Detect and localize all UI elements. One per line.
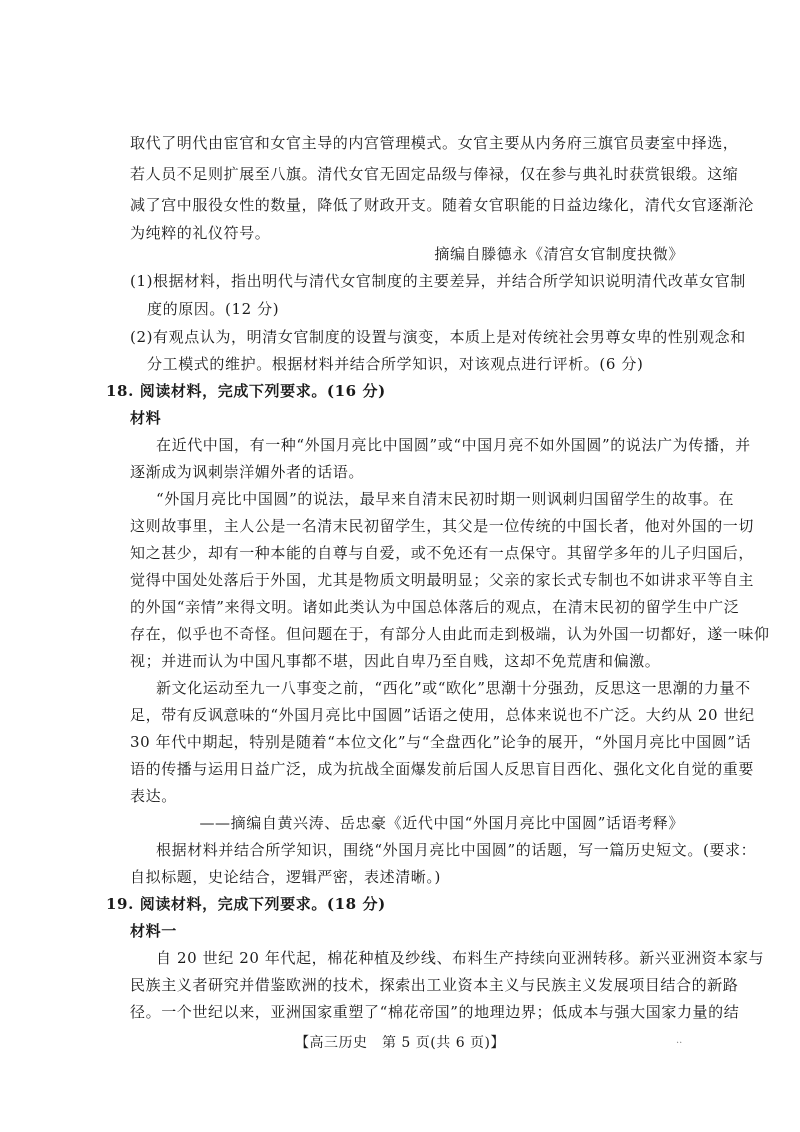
question-18-heading: 18. 阅读材料，完成下列要求。(16 分) [106,382,386,400]
task-line: 根据材料并结合所学知识，围绕“外国月亮比中国圆”的话题，写一篇历史短文。(要求： [156,841,757,859]
intro-line: 减了宫中服役女性的数量，降低了财政开支。随着女官职能的日益边缘化，清代女官逐渐沦 [130,196,755,214]
material-line: 视；并进而认为中国凡事都不堪，因此自卑乃至自贱，这却不免荒唐和偏激。 [130,652,661,670]
material-line: 逐渐成为讽刺崇洋媚外者的话语。 [130,463,365,481]
material-line: 在近代中国，有一种“外国月亮比中国圆”或“中国月亮不如外国圆”的说法广为传播，并 [156,436,751,454]
material-line-19: 民族主义者研究并借鉴欧洲的技术，探索出工业资本主义与民族主义发展项目结合的新路 [130,976,739,994]
corner-mark: ·· [676,1038,683,1049]
material-line: 觉得中国处处落后于外国，尤其是物质文明最明显；父亲的家长式专制也不如讲求平等自主 [130,571,755,589]
material-line: 表达。 [130,787,177,805]
material-line: 存在，似乎也不奇怪。但问题在于，有部分人由此而走到极端，认为外国一切都好，遂一味仰 [130,625,770,643]
task-line: 自拟标题，史论结合，逻辑严密，表述清晰。) [130,868,441,886]
intro-line: 为纯粹的礼仪符号。 [130,224,271,242]
intro-line: 若人员不足则扩展至八旗。清代女官无固定品级与俸禄，仅在参与典礼时获赏银缎。这缩 [130,165,739,183]
material-line: 语的传播与运用日益广泛，成为抗战全面爆发前后国人反思盲目西化、强化文化自觉的重要 [130,760,755,778]
intro-line: 取代了明代由宦官和女官主导的内宫管理模式。女官主要从内务府三旗官员妻室中择选， [130,134,739,152]
material-line-19: 径。一个世纪以来，亚洲国家重塑了“棉花帝国”的地理边界；低成本与强大国家力量的结 [130,1003,740,1021]
source-citation-17: 摘编自滕德永《清宫女官制度抉微》 [434,245,684,263]
question-17-2: (2)有观点认为，明清女官制度的设置与演变，本质上是对传统社会男尊女卑的性别观念和 [130,328,746,346]
page-footer: 【高三历史 第 5 页(共 6 页)】 [294,1035,506,1051]
material-line: 知之甚少，却有一种本能的自尊与自爱，或不免还有一点保守。其留学多年的儿子归国后， [130,544,755,562]
question-19-heading: 19. 阅读材料，完成下列要求。(18 分) [106,895,386,913]
source-citation-18: ——摘编自黄兴涛、岳忠豪《近代中国“外国月亮比中国圆”话语考释》 [199,814,684,832]
material-label-19: 材料一 [130,922,177,940]
material-label: 材料 [130,409,162,427]
material-line: 的外国“亲情”来得文明。诸如此类认为中国总体落后的观点，在清末民初的留学生中广泛 [130,598,740,616]
question-17-1-cont: 度的原因。(12 分) [147,300,280,318]
material-line: 30 年代中期起，特别是随着“本位文化”与“全盘西化”论争的展开，“外国月亮比中国圆”话 [130,733,752,751]
question-17-1: (1)根据材料，指出明代与清代女官制度的主要差异，并结合所学知识说明清代改革女官制 [130,272,746,290]
material-line: 这则故事里，主人公是一名清末民初留学生，其父是一位传统的中国长者，他对外国的一切 [130,517,755,535]
material-line: 足，带有反讽意味的“外国月亮比中国圆”话语之使用，总体来说也不广泛。大约从 20 世纪 [130,706,755,724]
material-line: “外国月亮比中国圆”的说法，最早来自清末民初时期一则讽刺归国留学生的故事。在 [156,490,735,508]
material-line-19: 自 20 世纪 20 年代起，棉花种植及纱线、布料生产持续向亚洲转移。新兴亚洲资本家与 [156,949,765,967]
question-17-2-cont: 分工模式的维护。根据材料并结合所学知识，对该观点进行评析。(6 分) [147,355,644,373]
material-line: 新文化运动至九一八事变之前，“西化”或“欧化”思潮十分强劲，反思这一思潮的力量不 [156,679,751,697]
